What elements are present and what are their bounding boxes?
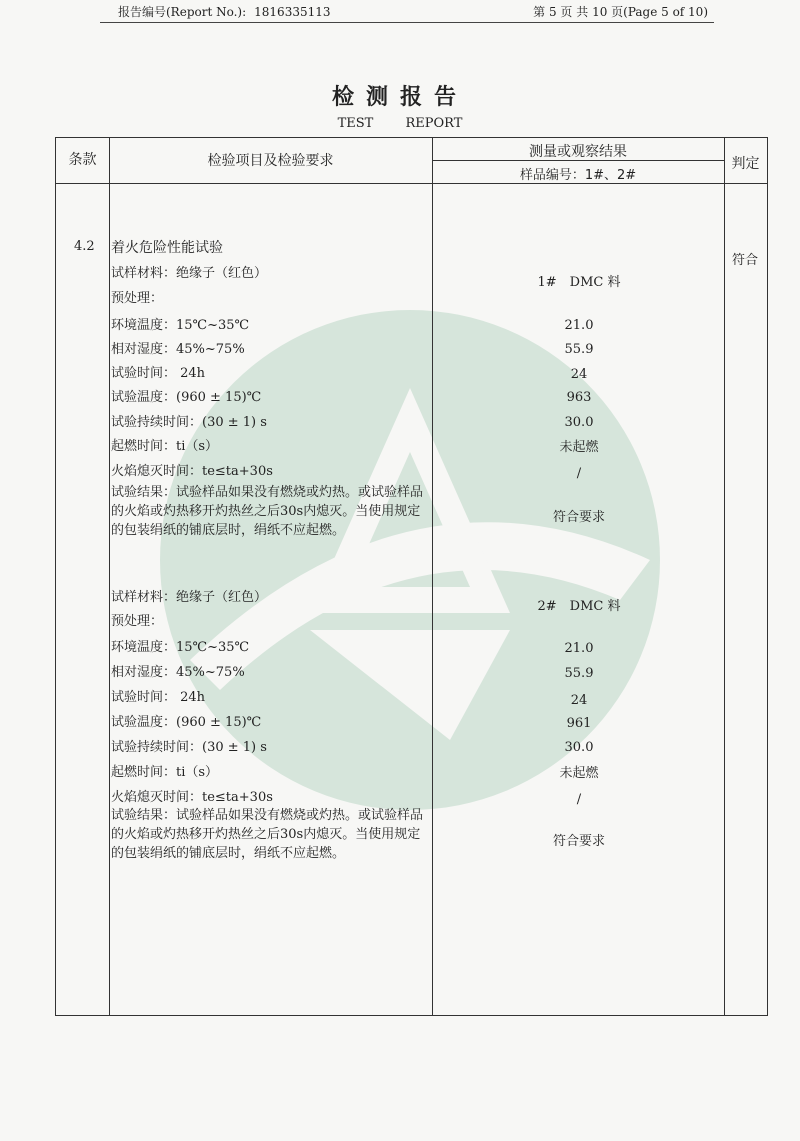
req-humidity: 相对湿度：45%~75% (111, 665, 245, 680)
col-divider (109, 138, 110, 1015)
result-extinguish: / (576, 792, 582, 807)
result-conclusion: 符合要求 (552, 834, 605, 849)
req-conclusion: 试验结果：试验样品如果没有燃烧或灼热。或试验样品的火焰或灼热移开灼热丝之后30s内熄灭。当使用规定的包装绢纸的铺底层时，绢纸不应起燃。 (111, 808, 424, 861)
result-ignition: 未起燃 (559, 766, 599, 781)
result-humidity: 55.9 (564, 666, 594, 681)
req-time: 试验时间： 24h (111, 690, 206, 705)
report-number (118, 3, 331, 20)
result-test-temp: 963 (566, 390, 592, 405)
req-duration: 试验持续时间：(30 ± 1) s (111, 415, 267, 430)
req-pretreatment: 预处理： (111, 291, 164, 306)
verdict: 符合 (732, 253, 759, 268)
result-material: 2# DMC 料 (537, 599, 621, 614)
report-number-label: 报告编号(Report No.): (118, 5, 247, 19)
req-ignition: 起燃时间：ti（s） (111, 765, 219, 780)
result-duration: 30.0 (564, 740, 594, 755)
title-chinese: 检测报告 (331, 84, 468, 110)
result-humidity: 55.9 (564, 342, 594, 357)
header-sample: 样品编号：1#、2# (519, 168, 637, 183)
col-divider (724, 138, 725, 1015)
req-env-temp: 环境温度：15℃~35℃ (111, 318, 250, 333)
result-duration: 30.0 (564, 415, 594, 430)
clause-number: 4.2 (74, 239, 95, 254)
header-clause: 条款 (68, 152, 97, 168)
req-time: 试验时间： 24h (111, 366, 206, 381)
req-ignition: 起燃时间：ti（s） (111, 439, 219, 454)
header-item: 检验项目及检验要求 (207, 153, 334, 169)
report-table (55, 137, 768, 1016)
page-info: 第 5 页 共 10 页(Page 5 of 10) (533, 5, 708, 19)
section-title: 着火危险性能试验 (111, 240, 223, 256)
result-time: 24 (570, 693, 588, 708)
header-result: 测量或观察结果 (529, 144, 627, 160)
req-extinguish: 火焰熄灭时间：te≤ta+30s (111, 464, 273, 479)
header-verdict: 判定 (731, 156, 760, 172)
result-extinguish: / (576, 466, 582, 481)
req-material: 试样材料：绝缘子（红色） (111, 266, 268, 281)
report-number-value: 1816335113 (254, 5, 331, 19)
result-env-temp: 21.0 (564, 641, 594, 656)
req-material: 试样材料：绝缘子（红色） (111, 590, 268, 605)
req-test-temp: 试验温度：(960 ± 15)℃ (111, 715, 262, 730)
header-divider (56, 183, 767, 184)
req-conclusion: 试验结果：试验样品如果没有燃烧或灼热。或试验样品的火焰或灼热移开灼热丝之后30s内熄灭。当使用规定的包装绢纸的铺底层时，绢纸不应起燃。 (111, 485, 424, 538)
req-test-temp: 试验温度：(960 ± 15)℃ (111, 390, 262, 405)
req-duration: 试验持续时间：(30 ± 1) s (111, 740, 267, 755)
result-test-temp: 961 (566, 716, 592, 731)
col-divider (432, 138, 433, 1015)
result-conclusion: 符合要求 (552, 510, 605, 525)
result-material: 1# DMC 料 (537, 275, 621, 290)
result-ignition: 未起燃 (559, 440, 599, 455)
page-header (100, 0, 714, 23)
req-env-temp: 环境温度：15℃~35℃ (111, 640, 250, 655)
req-humidity: 相对湿度：45%~75% (111, 342, 245, 357)
result-env-temp: 21.0 (564, 318, 594, 333)
req-extinguish: 火焰熄灭时间：te≤ta+30s (111, 790, 273, 805)
title-english: TEST REPORT (337, 116, 463, 131)
req-pretreatment: 预处理： (111, 614, 164, 629)
result-time: 24 (570, 367, 588, 382)
